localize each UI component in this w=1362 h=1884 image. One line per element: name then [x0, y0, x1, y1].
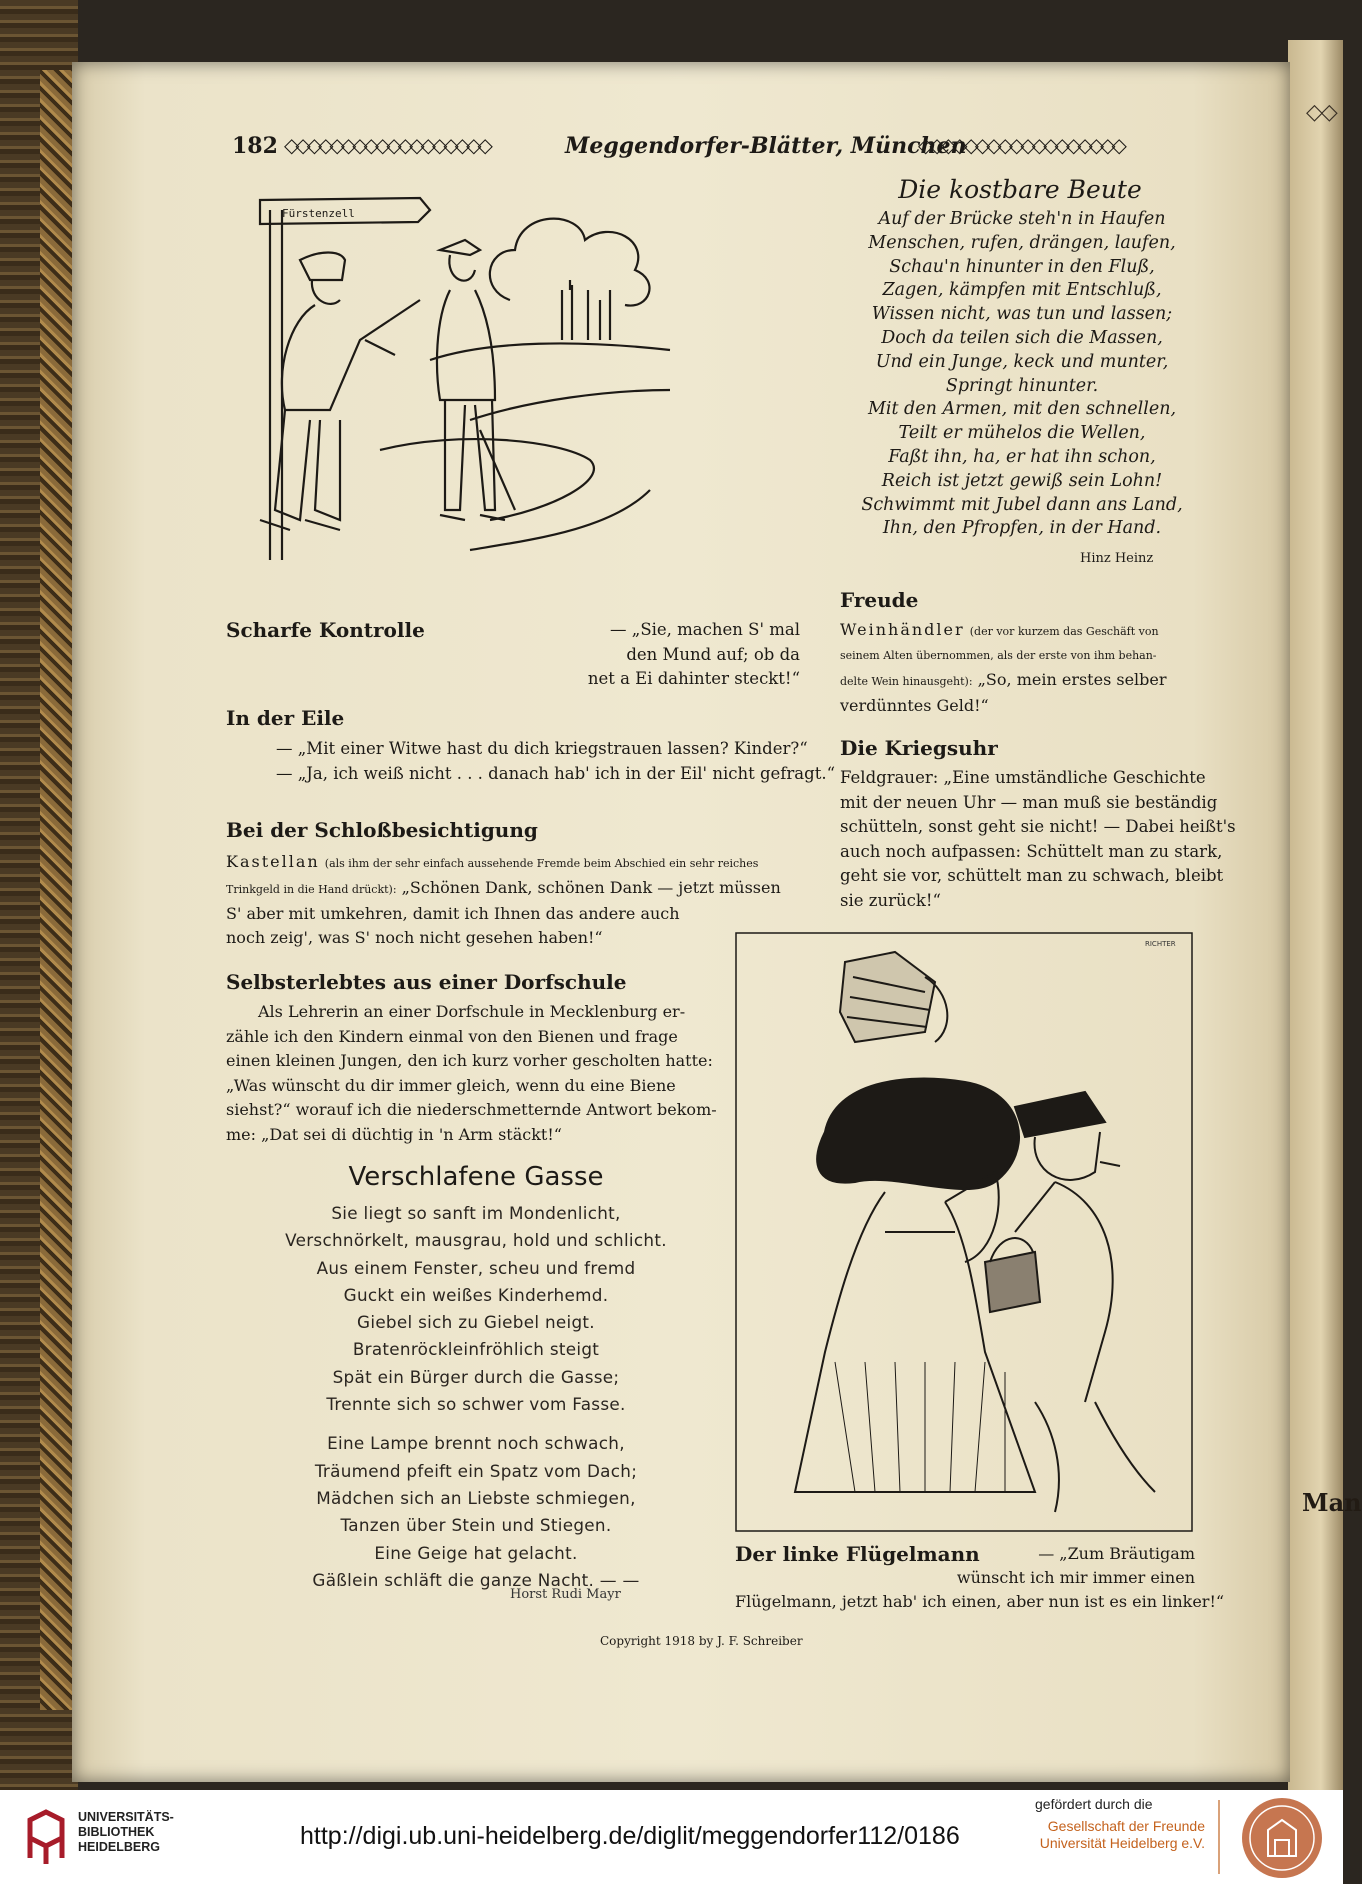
logo-line: BIBLIOTHEK — [78, 1825, 155, 1839]
poem-line: Eine Geige hat gelacht. — [374, 1542, 578, 1563]
poem-line: Eine Lampe brennt noch schwach, — [327, 1433, 625, 1454]
poem-line: Mädchen sich an Liebste schmiegen, — [316, 1487, 636, 1508]
footer-divider — [1218, 1800, 1220, 1874]
text-line: geht sie vor, schüttelt man zu schwach, bleibt — [840, 866, 1224, 885]
text-line: siehst?“ worauf ich die niederschmetternde Antwort bekom- — [226, 1100, 717, 1119]
poem-line: Sie liegt so sanft im Mondenlicht, — [331, 1203, 621, 1223]
signpost-text: Fürstenzell — [282, 207, 355, 220]
header-ornament-left: ◇◇◇◇◇◇◇◇◇◇◇◇◇◇◇◇◇◇ — [284, 133, 489, 157]
logo-line: HEIDELBERG — [78, 1840, 160, 1854]
poem-line: Reich ist jetzt gewiß sein Lohn! — [881, 470, 1163, 491]
book-edge — [0, 0, 78, 1790]
freude-quote: verdünntes Geld!“ — [840, 696, 989, 715]
schloss-text — [226, 850, 781, 950]
kontrolle-text — [560, 618, 800, 692]
poem-line: Giebel sich zu Giebel neigt. — [357, 1312, 595, 1333]
facing-page-edge — [1288, 40, 1362, 1790]
fluegelmann-line1: — „Zum Bräutigam — [1038, 1544, 1195, 1563]
text-line: me: „Dat sei di düchtig in 'n Arm stäckt!“ — [226, 1124, 562, 1144]
sponsor-line: Universität Heidelberg e.V. — [1039, 1835, 1205, 1851]
schloss-speaker: Kastellan — [226, 852, 320, 871]
text-line: Feldgrauer: „Eine umständliche Geschichte — [840, 768, 1206, 787]
poem-line: Auf der Brücke steh'n in Haufen — [878, 209, 1166, 229]
magazine-title: Meggendorfer-Blätter, München — [565, 133, 967, 159]
book-spine — [40, 70, 76, 1710]
fluegelmann-line2: wünscht ich mir immer einen — [956, 1568, 1195, 1587]
poem-line: Wissen nicht, was tun und lassen; — [871, 304, 1173, 325]
permalink-url[interactable]: http://digi.ub.uni-heidelberg.de/diglit/meggendorfer112/0186 — [300, 1822, 960, 1850]
digitization-footer — [0, 1790, 1343, 1884]
sponsor-label: gefördert durch die — [1035, 1796, 1153, 1812]
poem-line: Teilt er mühelos die Wellen, — [898, 423, 1146, 444]
text-line: mit der neuen Uhr — man muß sie beständig — [840, 792, 1218, 812]
eile-text — [276, 737, 835, 786]
poem-line: Ihn, den Pfropfen, in der Hand. — [882, 518, 1162, 539]
text-line: noch zeig', was S' noch nicht gesehen haben!“ — [226, 928, 603, 947]
freude-note: delte Wein hinausgeht): — [840, 675, 973, 688]
header-ornament-right: ◇◇◇◇◇◇◇◇◇◇◇◇◇◇◇◇◇◇ — [918, 133, 1123, 157]
gasse-poem — [226, 1200, 726, 1594]
text-line: S' aber mit umkehren, damit ich Ihnen das andere auch — [226, 904, 680, 923]
freude-heading: Freude — [840, 588, 919, 612]
cartoon-scharfe-kontrolle — [230, 190, 820, 610]
freude-speaker: Weinhändler — [840, 620, 965, 639]
gasse-author: Horst Rudi Mayr — [510, 1587, 621, 1602]
ub-logo-text — [78, 1810, 174, 1855]
fluegelmann-heading: Der linke Flügelmann — [735, 1542, 980, 1566]
sponsor-name — [1037, 1818, 1205, 1852]
poem-line: Schau'n hinunter in den Fluß, — [889, 256, 1155, 277]
copyright-line: Copyright 1918 by J. F. Schreiber — [600, 1634, 803, 1648]
poem-line: Mit den Armen, mit den schnellen, — [867, 399, 1177, 420]
poem-beute-body — [842, 208, 1202, 541]
schloss-note: (als ihm der sehr einfach aussehende Fremde beim Abschied ein sehr reiches — [324, 857, 759, 870]
cartoon-linke-fluegelmann — [735, 932, 1193, 1532]
freude-note: seinem Alten übernommen, als der erste von ihm behan- — [840, 649, 1157, 662]
freude-quote: „So, mein erstes selber — [977, 670, 1167, 689]
poem-line: Zagen, kämpfen mit Entschluß, — [882, 280, 1162, 301]
poem-line: Und ein Junge, keck und munter, — [875, 351, 1169, 372]
poem-line: Träumend pfeift ein Spatz vom Dach; — [314, 1460, 638, 1481]
poem-beute-author: Hinz Heinz — [1080, 551, 1154, 566]
schloss-heading: Bei der Schloßbesichtigung — [226, 818, 538, 842]
page-header — [232, 133, 1202, 167]
dorfschule-heading: Selbsterlebtes aus einer Dorfschule — [226, 970, 627, 994]
text-line: — „Ja, ich weiß nicht . . . danach hab' ich in der Eil' nicht gefragt.“ — [276, 763, 836, 783]
ub-logo-icon — [22, 1808, 70, 1866]
poem-line: Menschen, rufen, drängen, laufen, — [868, 232, 1176, 253]
text-line: „Was wünscht du dir immer gleich, wenn du eine Biene — [226, 1075, 676, 1095]
artist-signature: RICHTER — [1145, 940, 1176, 948]
text-line: net a Ei dahinter steckt!“ — [587, 669, 800, 688]
schloss-note: Trinkgeld in die Hand drückt): — [226, 883, 397, 896]
poem-line: Guckt ein weißes Kinderhemd. — [343, 1284, 609, 1305]
schloss-quote: „Schönen Dank, schönen Dank — jetzt müssen — [401, 878, 781, 897]
poem-line: Gäßlein schläft die ganze Nacht. — — — [312, 1569, 640, 1590]
page-number: 182 — [232, 133, 278, 159]
text-line: — „Mit einer Witwe hast du dich kriegstrauen lassen? Kinder?“ — [276, 739, 808, 758]
society-seal-icon — [1240, 1796, 1324, 1880]
poem-line: Tanzen über Stein und Stiegen. — [340, 1515, 612, 1536]
sponsor-line: Gesellschaft der Freunde — [1047, 1818, 1205, 1834]
kriegsuhr-text — [840, 766, 1236, 913]
poem-line: Trennte sich so schwer vom Fasse. — [326, 1394, 626, 1415]
facing-page-text: Man — [1302, 1488, 1362, 1517]
text-line: zähle ich den Kindern einmal von den Bienen und frage — [226, 1026, 678, 1046]
poem-line: Bratenröckleinfröhlich steigt — [352, 1339, 600, 1360]
text-line: sie zurück!“ — [840, 890, 941, 910]
text-line: den Mund auf; ob da — [626, 644, 800, 664]
poem-line: Doch da teilen sich die Massen, — [881, 327, 1163, 348]
poem-beute-title: Die kostbare Beute — [898, 175, 1142, 204]
kriegsuhr-heading: Die Kriegsuhr — [840, 736, 998, 760]
eile-heading: In der Eile — [226, 706, 345, 730]
text-line: einen kleinen Jungen, den ich kurz vorher gescholten hatte: — [226, 1051, 713, 1070]
text-line: Als Lehrerin an einer Dorfschule in Mecklenburg er- — [258, 1002, 686, 1021]
kontrolle-heading: Scharfe Kontrolle — [226, 618, 425, 642]
text-line: schütteln, sonst geht sie nicht! — Dabei heißt's — [840, 817, 1236, 836]
poem-line: Schwimmt mit Jubel dann ans Land, — [861, 494, 1183, 515]
freude-note: (der vor kurzem das Geschäft von — [969, 625, 1159, 638]
poem-line: Spät ein Bürger durch die Gasse; — [332, 1366, 620, 1387]
gasse-title: Verschlafene Gasse — [348, 1162, 604, 1192]
logo-line: UNIVERSITÄTS- — [78, 1810, 174, 1824]
fluegelmann-line3: Flügelmann, jetzt hab' ich einen, aber nun ist es ein linker!“ — [735, 1592, 1225, 1611]
text-line: auch noch aufpassen: Schüttelt man zu stark, — [840, 841, 1223, 861]
poem-line: Verschnörkelt, mausgrau, hold und schlicht. — [285, 1230, 667, 1251]
poem-line: Springt hinunter. — [945, 375, 1099, 396]
dorfschule-text — [226, 1000, 717, 1147]
poem-line: Faßt ihn, ha, er hat ihn schon, — [888, 446, 1156, 467]
freude-text — [840, 618, 1205, 718]
facing-page-ornament: ◇◇ — [1306, 100, 1336, 125]
poem-line: Aus einem Fenster, scheu und fremd — [316, 1257, 636, 1278]
text-line: — „Sie, machen S' mal — [610, 620, 800, 639]
